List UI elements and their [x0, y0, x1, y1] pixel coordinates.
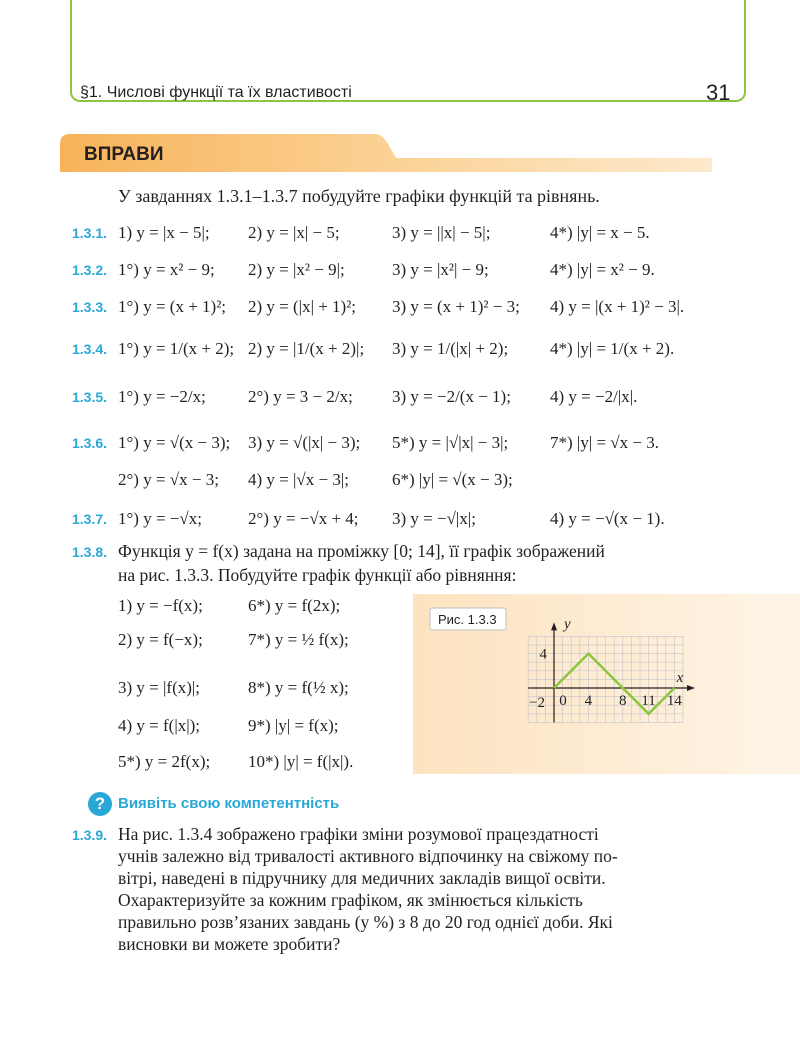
competence-line: висновки ви можете зробити?: [118, 934, 341, 954]
task-item: 3) y = |f(x)|;: [118, 678, 201, 697]
intro-text: У завданнях 1.3.1–1.3.7 побудуйте графіки функцій та рівнянь.: [118, 186, 600, 206]
task-line: Функція y = f(x) задана на проміжку [0; 14], її графік зображений: [118, 541, 605, 561]
task-item: 2) y = f(−x);: [118, 630, 203, 649]
exercise-item: 7*) |y| = √x − 3.: [550, 433, 659, 452]
competence-line: правильно розв’язаних завдань (у %) з 8 до 20 год однієї доби. Які: [118, 912, 613, 932]
exercise-item: 5*) y = |√|x| − 3|;: [392, 433, 509, 452]
task-item: 6*) y = f(2x);: [248, 596, 341, 615]
exercise-item: 1°) y = −2/x;: [118, 387, 206, 406]
exercise-item: 1) y = |x − 5|;: [118, 223, 210, 242]
banner-label: ВПРАВИ: [84, 144, 164, 165]
task-item: 9*) |y| = f(x);: [248, 716, 339, 735]
task-line: на рис. 1.3.3. Побудуйте графік функції або рівняння:: [118, 565, 517, 585]
exercise-item: 3) y = |x²| − 9;: [392, 260, 489, 279]
y-tick-label: 4: [539, 646, 547, 663]
exercise-item: 6*) |y| = √(x − 3);: [392, 470, 513, 489]
exercise-number: 1.3.2.: [72, 262, 108, 278]
y-tick-label: −2: [529, 695, 545, 711]
task-number: 1.3.8.: [72, 544, 108, 560]
exercise-item: 3) y = ||x| − 5|;: [392, 223, 491, 242]
exercise-number: 1.3.3.: [72, 299, 108, 315]
exercise-number: 1.3.5.: [72, 389, 108, 405]
question-icon: ?: [88, 792, 112, 816]
x-tick-label: 11: [641, 693, 656, 709]
competence-line: Охарактеризуйте за кожним графіком, як змінюється кількість: [118, 890, 583, 910]
section-title: §1. Числові функції та їх властивості: [80, 84, 352, 101]
x-tick-label: 8: [619, 693, 627, 709]
competence-line: На рис. 1.3.4 зображено графіки зміни розумової працездатності: [118, 824, 599, 844]
exercise-item: 3) y = −√|x|;: [392, 509, 476, 528]
task-item: 5*) y = 2f(x);: [118, 752, 211, 771]
competence-line: вітрі, наведені в підручнику для медичних закладів вищої освіти.: [118, 868, 606, 888]
task-number: 1.3.9.: [72, 827, 108, 843]
exercise-item: 4) y = |√x − 3|;: [248, 470, 349, 489]
competence-line: учнів залежно від тривалості активного відпочинку на свіжому по-: [118, 846, 618, 866]
exercise-item: 1°) y = 1/(x + 2);: [118, 339, 235, 358]
exercise-item: 3) y = (x + 1)² − 3;: [392, 297, 520, 316]
competence-title: Виявіть свою компетентність: [118, 795, 340, 812]
x-tick-label: 4: [584, 693, 593, 709]
exercise-item: 4*) |y| = x² − 9.: [550, 260, 655, 279]
x-tick-label: 14: [666, 693, 682, 709]
exercise-item: 4*) |y| = x − 5.: [550, 223, 650, 242]
task-item: 1) y = −f(x);: [118, 596, 203, 615]
task-item: 7*) y = ½ f(x);: [248, 630, 349, 649]
exercise-item: 1°) y = √(x − 3);: [118, 433, 231, 452]
exercise-item: 3) y = √(|x| − 3);: [248, 433, 361, 452]
exercise-item: 2°) y = 3 − 2/x;: [248, 387, 353, 406]
exercise-item: 4*) |y| = 1/(x + 2).: [550, 339, 675, 358]
figure-1-3-3: [413, 594, 800, 774]
exercise-item: 3) y = 1/(|x| + 2);: [392, 339, 509, 358]
exercise-number: 1.3.1.: [72, 225, 108, 241]
exercise-item: 4) y = |(x + 1)² − 3|.: [550, 297, 685, 316]
exercise-item: 1°) y = x² − 9;: [118, 260, 215, 279]
exercise-item: 1°) y = (x + 1)²;: [118, 297, 227, 316]
x-tick-label: 0: [559, 693, 567, 709]
task-item: 8*) y = f(½ x);: [248, 678, 349, 697]
exercise-number: 1.3.7.: [72, 511, 108, 527]
exercise-number: 1.3.6.: [72, 435, 108, 451]
exercise-item: 2) y = |x² − 9|;: [248, 260, 345, 279]
exercise-item: 2°) y = √x − 3;: [118, 470, 219, 489]
exercise-item: 2) y = |1/(x + 2)|;: [248, 339, 365, 358]
exercise-number: 1.3.4.: [72, 341, 108, 357]
exercise-item: 2) y = |x| − 5;: [248, 223, 340, 242]
exercise-item: 2) y = (|x| + 1)²;: [248, 297, 357, 316]
task-item: 4) y = f(|x|);: [118, 716, 201, 735]
exercise-item: 1°) y = −√x;: [118, 509, 202, 528]
exercise-item: 3) y = −2/(x − 1);: [392, 387, 511, 406]
task-item: 10*) |y| = f(|x|).: [248, 752, 354, 771]
figure-caption: Рис. 1.3.3: [438, 612, 497, 627]
y-axis-label: y: [564, 616, 571, 633]
exercise-item: 4) y = −√(x − 1).: [550, 509, 665, 528]
exercise-item: 2°) y = −√x + 4;: [248, 509, 359, 528]
x-axis-label: x: [676, 670, 684, 686]
exercise-item: 4) y = −2/|x|.: [550, 387, 638, 406]
page-number: 31: [706, 80, 731, 105]
